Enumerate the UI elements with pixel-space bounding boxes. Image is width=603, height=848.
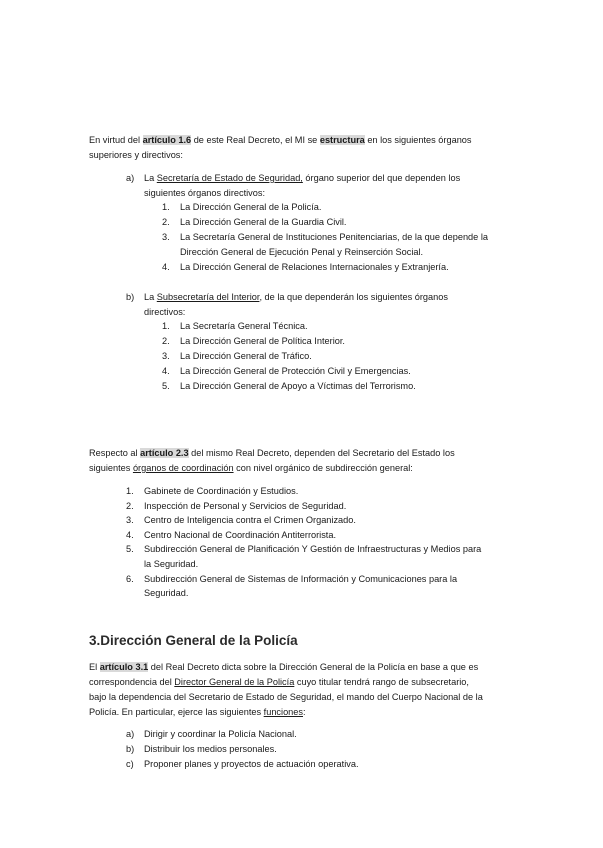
article-ref: artículo 1.6 <box>142 135 192 145</box>
list-item-number: 5. <box>162 381 170 391</box>
para3-line1 <box>89 660 478 675</box>
list-item-number: 3. <box>162 351 170 361</box>
list-item-number: 4. <box>162 366 170 376</box>
list-item-number: 3. <box>126 515 134 526</box>
listA-line1 <box>144 171 460 186</box>
list-marker: a) <box>126 173 135 183</box>
list-item-number: 1. <box>126 486 134 496</box>
para2-line2 <box>89 461 413 476</box>
list-item-text: Distribuir los medios personales. <box>144 744 277 754</box>
article-ref: artículo 2.3 <box>140 448 189 458</box>
list-item-number: 2. <box>162 217 170 227</box>
text: órgano superior del que dependen los <box>302 173 461 183</box>
list-item-text: Seguridad. <box>144 588 189 599</box>
para1-line1 <box>89 133 472 148</box>
text: El <box>89 662 100 672</box>
list-item-text: La Secretaría General de Instituciones Penitenciarias, de la que depende la <box>180 232 488 242</box>
para3-line3: bajo la dependencia del Secretario de Estado de Seguridad, el mando del Cuerpo Nacional de la <box>89 692 483 702</box>
list-item-text: La Dirección General de Apoyo a Víctimas del Terrorismo. <box>180 381 416 391</box>
text: correspondencia del <box>89 677 175 687</box>
article-ref: artículo 3.1 <box>99 662 149 672</box>
list-item-text: Inspección de Personal y Servicios de Seguridad. <box>144 500 347 511</box>
underlined-term: Subsecretaría del Interior <box>156 292 260 302</box>
text: : <box>303 707 306 717</box>
list-item-text: Dirigir y coordinar la Policía Nacional. <box>144 729 297 739</box>
list-item-text: La Secretaría General Técnica. <box>180 321 308 331</box>
list-item-text: La Dirección General de Relaciones Internacionales y Extranjería. <box>180 262 449 272</box>
list-item-number: 1. <box>162 202 170 212</box>
list-item-number: 2. <box>162 336 170 346</box>
text: En virtud del <box>89 135 143 145</box>
list-item-number: 4. <box>126 529 134 540</box>
list-item-number: b) <box>126 744 135 754</box>
list-item-text: La Dirección General de la Guardia Civil. <box>180 217 347 227</box>
list-item-text: Centro Nacional de Coordinación Antiterrorista. <box>144 529 337 540</box>
list-item-text: Gabinete de Coordinación y Estudios. <box>144 486 299 496</box>
list-item-number: 1. <box>162 321 170 331</box>
text: del Real Decreto dicta sobre la Dirección General de la Policía en base a que es <box>148 662 479 672</box>
list-marker: b) <box>126 292 135 302</box>
list-item-text: Subdirección General de Sistemas de Información y Comunicaciones para la <box>144 573 458 584</box>
text: siguientes <box>89 463 133 473</box>
para3-line4 <box>89 705 306 720</box>
list-item-text: Proponer planes y proyectos de actuación operativa. <box>144 759 359 769</box>
list-item-number: 2. <box>126 500 134 511</box>
text: La <box>144 292 157 302</box>
text: cuyo titular tendrá rango de subsecretario, <box>294 677 469 687</box>
underlined-term: funciones <box>263 707 303 717</box>
text: en los siguientes órganos <box>364 135 472 145</box>
list-item-text: La Dirección General de Tráfico. <box>180 351 312 361</box>
list-item-text: La Dirección General de Política Interior. <box>180 336 345 346</box>
underlined-term: Director General de la Policía <box>174 677 295 687</box>
list-item-number: c) <box>126 759 134 769</box>
list-item-number: 4. <box>162 262 170 272</box>
text: Policía. En particular, ejerce las siguientes <box>89 707 264 717</box>
listB-line2: directivos: <box>144 307 186 317</box>
text: , de la que dependerán los siguientes órganos <box>259 292 448 302</box>
list-item-number: a) <box>126 729 135 739</box>
text: de este Real Decreto, el MI se <box>191 135 320 145</box>
text: La <box>144 173 157 183</box>
list-item-text: Centro de Inteligencia contra el Crimen Organizado. <box>144 515 356 526</box>
text: con nivel orgánico de subdirección general: <box>233 463 413 473</box>
underlined-term: órganos de coordinación <box>132 463 234 473</box>
list-item-text: la Seguridad. <box>144 559 199 569</box>
list-item-number: 3. <box>162 232 170 242</box>
list-item-number: 5. <box>126 544 134 555</box>
list-item-number: 6. <box>126 573 134 584</box>
text: del mismo Real Decreto, dependen del Secretario del Estado los <box>188 448 455 458</box>
keyword: estructura <box>319 135 365 145</box>
list-item-text: La Dirección General de Protección Civil y Emergencias. <box>180 366 411 376</box>
listA-line2: siguientes órganos directivos: <box>144 188 266 198</box>
list-item-text: Subdirección General de Planificación Y Gestión de Infraestructuras y Medios para <box>144 544 482 555</box>
list-item-text: Dirección General de Ejecución Penal y Reinserción Social. <box>180 247 424 257</box>
text: Respecto al <box>89 448 141 458</box>
para2-line1 <box>89 446 455 461</box>
para1-line2: superiores y directivos: <box>89 150 183 160</box>
para3-line2 <box>89 675 469 690</box>
underlined-term: Secretaría de Estado de Seguridad, <box>156 173 303 183</box>
section-heading: 3.Dirección General de la Policía <box>89 633 298 648</box>
list-item-text: La Dirección General de la Policía. <box>180 202 322 212</box>
listB-line1 <box>144 290 448 305</box>
